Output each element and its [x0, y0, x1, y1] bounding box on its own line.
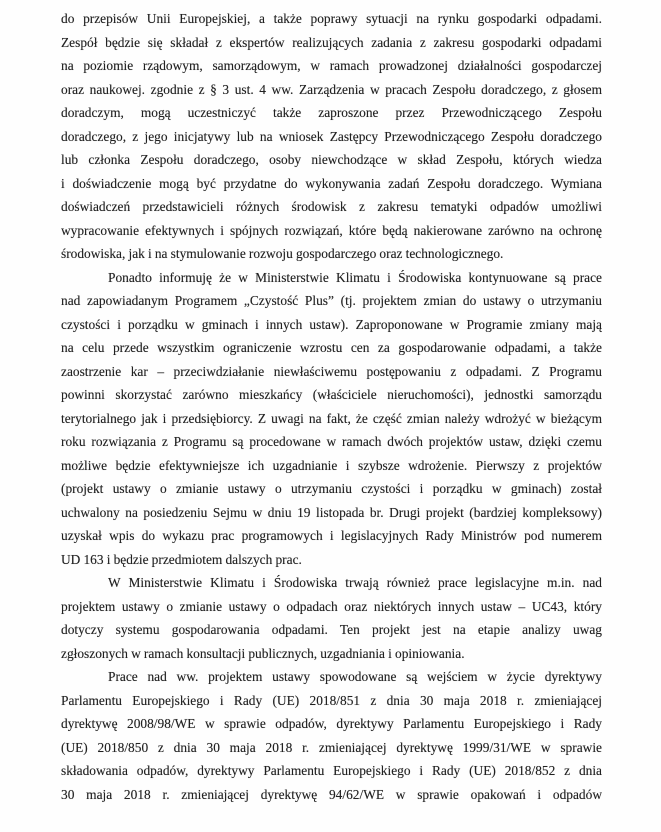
text-line: terytorialnego jak i przedsiębiorcy. Z uwagi na fakt, że część zmian należy wdrożyć w bieżącym [61, 410, 602, 426]
text-line: uchwalony na posiedzeniu Sejmu w dniu 19 listopada br. Drugi projekt (bardziej kompleksowy) [61, 504, 602, 520]
text-line: na celu przede wszystkim ograniczenie wzrostu cen za gospodarowanie odpadami, a także [61, 340, 602, 355]
paragraph [61, 665, 602, 806]
text-line: do przepisów Unii Europejskiej, a także poprawy sytuacji na rynku gospodarki odpadami. [61, 11, 602, 26]
text-line: Prace nad ww. projektem ustawy spowodowane są wejściem w życie dyrektywy [108, 669, 602, 684]
text-line: wypracowanie efektywnych i spójnych rozwiązań, które będą nakierowane zarówno na ochronę [61, 222, 602, 238]
text-line: Zespół będzie się składał z ekspertów realizujących zadania z zakresu gospodarki odpadami [61, 34, 602, 50]
text-line: powinni skorzystać zarówno mieszkańcy (właściciele nieruchomości), jednostki samorządu [61, 387, 602, 402]
text-line: doradczym, mogą uczestniczyć także zaproszone przez Przewodniczącego Zespołu [61, 105, 602, 120]
text-line: lub członka Zespołu doradczego, osoby niewchodzące w skład Zespołu, których wiedza [61, 152, 602, 167]
text-line: doradczego, z jego inicjatywy lub na wniosek Zastępcy Przewodniczącego Zespołu doradczego [61, 128, 602, 144]
text-line: możliwe będzie efektywniejsze ich uzgadnianie i szybsze wdrożenie. Pierwszy z projektów [61, 457, 602, 473]
text-line: na poziomie rządowym, samorządowym, w ramach prowadzonej działalności gospodarczej [61, 58, 602, 73]
text-line: Ponadto informuję że w Ministerstwie Klimatu i Środowiska kontynuowane są prace [108, 269, 602, 285]
text-line: W Ministerstwie Klimatu i Środowiska trwają również prace legislacyjne m.in. nad [108, 575, 602, 590]
text-line: Parlamentu Europejskiego i Rady (UE) 2018/851 z dnia 30 maja 2018 r. zmieniającej [61, 692, 602, 708]
text-line: czystości i porządku w gminach i innych ustaw). Zaproponowane w Programie zmiany mają [61, 316, 602, 332]
document-body [61, 7, 602, 806]
paragraph [61, 266, 602, 572]
text-line: projektem ustawy o zmianie ustawy o odpadach oraz niektórych innych ustaw – UC43, który [61, 598, 602, 614]
text-line: 30 maja 2018 r. zmieniającej dyrektywę 94/62/WE w sprawie opakowań i odpadów [61, 786, 602, 802]
text-line: nad zapowiadanym Programem „Czystość Plus” (tj. projektem zmian do ustawy o utrzymaniu [61, 293, 602, 308]
text-line: składowania odpadów, dyrektywy Parlamentu Europejskiego i Rady (UE) 2018/852 z dnia [61, 763, 602, 778]
text-line: UD 163 i będzie przedmiotem dalszych prac. [61, 551, 302, 567]
text-line: zaostrzenie kar – przeciwdziałanie niewłaściwemu postępowaniu z odpadami. Z Programu [61, 363, 602, 379]
text-line: oraz naukowej. zgodnie z § 3 ust. 4 ww. Zarządzenia w pracach Zespołu doradczego, z głosem [61, 81, 602, 97]
text-line: doświadczeń przedstawicieli różnych środowisk z zakresu tematyki odpadów umożliwi [61, 199, 602, 214]
text-line: i doświadczenie mogą być przydatne do wykonywania zadań Zespołu doradczego. Wymiana [61, 175, 602, 191]
paragraph [61, 571, 602, 665]
text-line: (projekt ustawy o zmianie ustawy o utrzymaniu czystości i porządku w gminach) został [61, 481, 602, 496]
text-line: zgłoszonych w ramach konsultacji publicznych, uzgadniania i opiniowania. [61, 645, 465, 661]
paragraph [61, 7, 602, 266]
text-line: uzyskał wpis do wykazu prac programowych i legislacyjnych Rady Ministrów pod numerem [61, 528, 602, 543]
text-line: (UE) 2018/850 z dnia 30 maja 2018 r. zmieniającej dyrektywę 1999/31/WE w sprawie [61, 739, 602, 755]
text-line: dotyczy systemu gospodarowania odpadami. Ten projekt jest na etapie analizy uwag [61, 622, 602, 637]
text-line: dyrektywę 2008/98/WE w sprawie odpadów, dyrektywy Parlamentu Europejskiego i Rady [61, 716, 602, 731]
text-line: środowiska, jak i na stymulowanie rozwoju gospodarczego oraz technologicznego. [61, 246, 504, 261]
text-line: roku rozwiązania z Programu są procedowane w ramach dwóch projektów ustaw, dzięki czemu [61, 434, 602, 449]
